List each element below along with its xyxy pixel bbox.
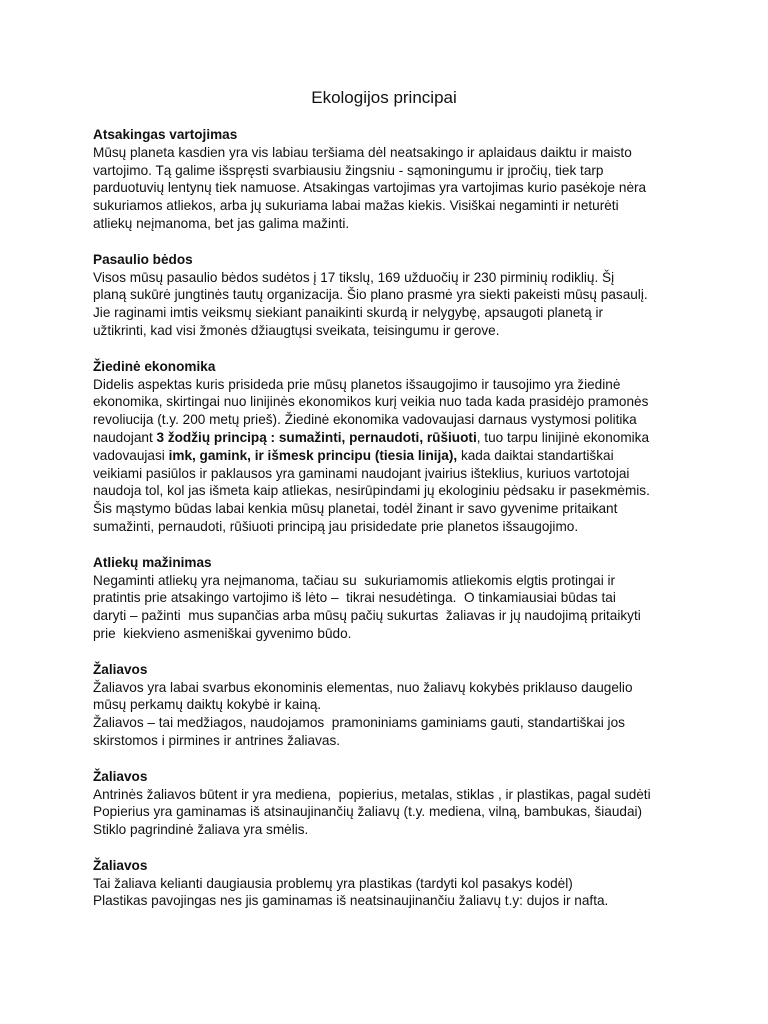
paragraph-line: Antrinės žaliavos būtent ir yra mediena, popierius, metalas, stiklas , ir plastikas, pagal sudėti xyxy=(93,786,651,802)
paragraph-line: atliekų neįmanoma, bet jas galima mažinti. xyxy=(93,215,350,231)
paragraph-line xyxy=(93,447,733,465)
paragraph-line: pratintis prie atsakingo vartojimo iš lėto – tikrai nesudėtinga. O tinkamiausiai būdas tai xyxy=(93,590,616,606)
section xyxy=(93,358,733,536)
section xyxy=(93,661,733,750)
paragraph-line: prie kiekvieno asmeniškai gyvenimo būdo. xyxy=(93,625,352,641)
section-heading: Žaliavos xyxy=(93,768,148,784)
paragraph-line: Mūsų planeta kasdien yra vis labiau teršiama dėl neatsakingo ir aplaidaus daiktu ir maisto xyxy=(93,144,632,160)
paragraph-line: mūsų perkamų daiktų kokybė ir kainą. xyxy=(93,697,322,713)
paragraph-line: Tai žaliava kelianti daugiausia problemų yra plastikas (tardyti kol pasakys kodėl) xyxy=(93,875,573,891)
text-run: kada daiktai standartiškai xyxy=(457,447,614,463)
paragraph-line: sukuriamos atliekos, arba jų sukuriama labai mažas kiekis. Visiškai negaminti ir neturėti xyxy=(93,198,619,214)
paragraph-line: Jie raginami imtis veiksmų siekiant panaikinti skurdą ir nelygybę, apsaugoti planetą ir xyxy=(93,305,604,321)
paragraph-line: Stiklo pagrindinė žaliava yra smėlis. xyxy=(93,822,309,838)
section-heading: Atliekų mažinimas xyxy=(93,554,212,570)
paragraph-line: planą sukūrė jungtinės tautų organizacija. Šio plano prasmė yra siekti pakeisti mūsų pasaulį. xyxy=(93,287,648,303)
section xyxy=(93,251,733,340)
section-heading: Pasaulio bėdos xyxy=(93,251,193,267)
section-heading: Atsakingas vartojimas xyxy=(93,127,238,142)
text-run: vadovaujasi xyxy=(93,447,169,463)
paragraph-line: Plastikas pavojingas nes jis gaminamas iš neatsinaujinančiu žaliavų t.y: dujos ir nafta. xyxy=(93,893,609,909)
paragraph-line: Popierius yra gaminamas iš atsinaujinančių žaliavų (t.y. mediena, vilną, bambukas, šiaudai) xyxy=(93,804,643,820)
paragraph-line: sumažinti, pernaudoti, rūšiuoti principą jau prisidedate prie planetos išsaugojimo. xyxy=(93,518,579,534)
paragraph-line: parduotuvių lentynų tiek namuose. Atsakingas vartojimas yra vartojimas kurio pasėkoje nėra xyxy=(93,180,647,196)
section-heading: Žaliavos xyxy=(93,857,148,873)
text-run: naudojant xyxy=(93,429,157,445)
bold-text: 3 žodžių principą : sumažinti, pernaudoti, rūšiuoti xyxy=(156,429,477,445)
paragraph-line: vartojimo. Tą galime išspręsti svarbiausiu žingsniu - sąmoningumu ir įpročių, tiek tarp xyxy=(93,162,604,178)
document-body xyxy=(93,126,733,928)
section xyxy=(93,126,733,233)
section xyxy=(93,857,733,910)
paragraph-line xyxy=(93,429,733,447)
paragraph-line: daryti – pažinti mus supančias arba mūsų pačių sukurtas žaliavas ir jų naudojimą pritaikyti xyxy=(93,608,641,624)
paragraph-line: Šis mąstymo būdas labai kenkia mūsų planetai, todėl žinant ir savo gyvenime pritaikant xyxy=(93,501,618,517)
paragraph-line: naudoja tol, kol jas išmeta kaip atliekas, nesirūpindami jų ekologiniu pėdsaku ir pasekmėmis. xyxy=(93,483,650,499)
paragraph-line: skirstomos i pirmines ir antrines žaliavas. xyxy=(93,732,341,748)
document-title: Ekologijos principai xyxy=(311,88,457,107)
paragraph-line: veikiami pasiūlos ir paklausos yra gaminami naudojant įvairius išteklius, kuriuos vartotojai xyxy=(93,465,630,481)
paragraph-line: Didelis aspektas kuris prisideda prie mūsų planetos išsaugojimo ir tausojimo yra žiedinė xyxy=(93,376,621,392)
paragraph-line: Žaliavos yra labai svarbus ekonominis elementas, nuo žaliavų kokybės priklauso daugelio xyxy=(93,679,633,695)
paragraph-line: Visos mūsų pasaulio bėdos sudėtos į 17 tikslų, 169 užduočių ir 230 pirminių rodiklių. Šį xyxy=(93,269,615,285)
paragraph-line: Negaminti atliekų yra neįmanoma, tačiau su sukuriamomis atliekomis elgtis protingai ir xyxy=(93,572,616,588)
paragraph-line: ekonomika, skirtingai nuo linijinės ekonomikos kurį veikia nuo tada kada prasidėjo pramonės xyxy=(93,394,649,410)
section-heading: Žiedinė ekonomika xyxy=(93,358,216,374)
section xyxy=(93,768,733,839)
bold-text: imk, gamink, ir išmesk principu (tiesia linija), xyxy=(168,447,458,463)
paragraph-line: Žaliavos – tai medžiagos, naudojamos pramoniniams gaminiams gauti, standartiškai jos xyxy=(93,715,625,731)
paragraph-line: užtikrinti, kad visi žmonės džiaugtųsi sveikata, teisingumu ir gerove. xyxy=(93,322,500,338)
paragraph-line: revoliucija (t.y. 200 metų prieš). Žiedinė ekonomika vadovaujasi darnaus vystymosi politika xyxy=(93,412,637,428)
text-run: , tuo tarpu linijinė ekonomika xyxy=(476,429,650,445)
section xyxy=(93,554,733,643)
section-heading: Žaliavos xyxy=(93,661,148,677)
